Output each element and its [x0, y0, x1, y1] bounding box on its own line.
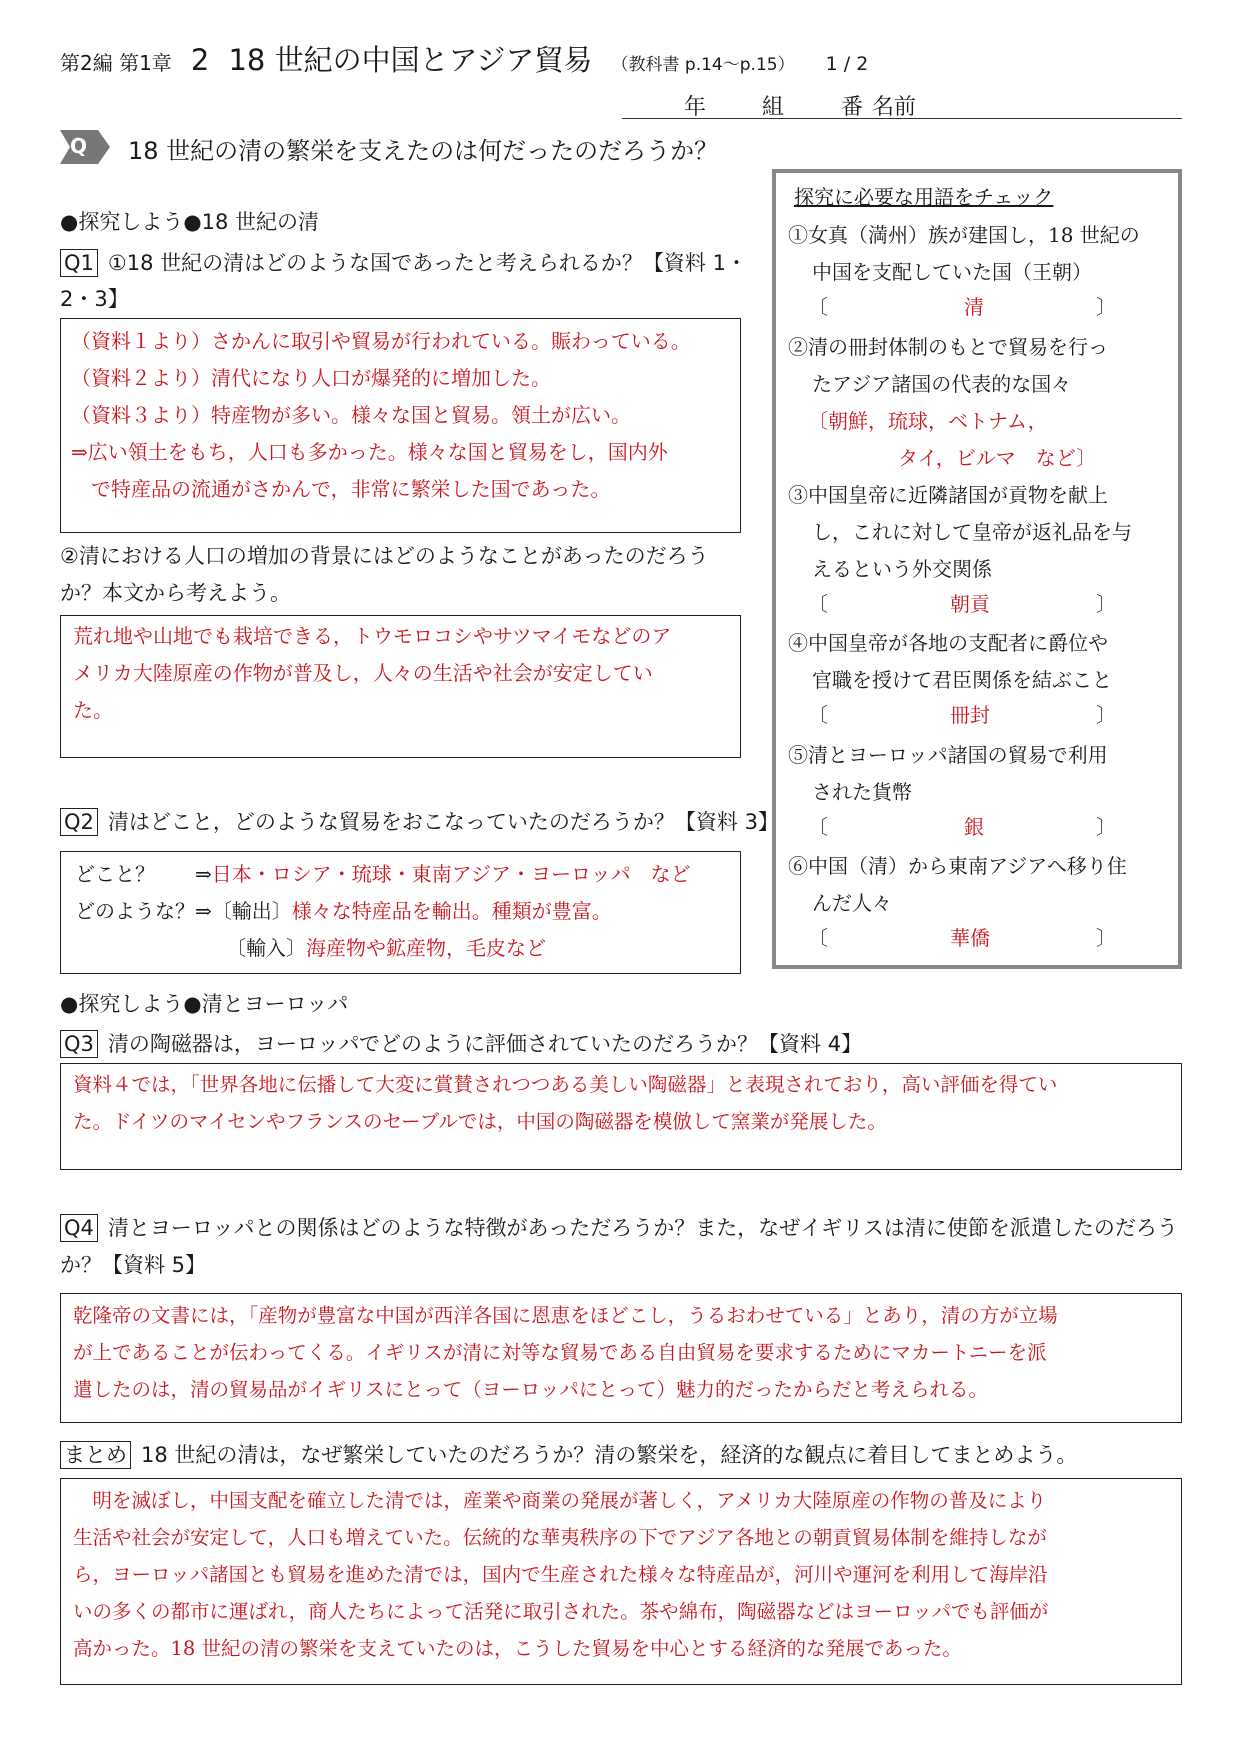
- q2-how-label: どのような？⇒〔輸出〕: [75, 899, 292, 923]
- section-2-heading: ●探究しよう●清とヨーロッパ: [60, 992, 349, 1016]
- q2-tag: Q2: [60, 808, 98, 836]
- q4-text-line-2: か？【資料 5】: [60, 1253, 207, 1277]
- term-answer-4: 冊封: [950, 703, 990, 727]
- term-1-line-2: 中国を支配していた国（王朝）: [812, 260, 1092, 284]
- term-answer-2: [808, 403, 1096, 477]
- term-1-line-1: ①女真（満州）族が建国し，18 世紀の: [788, 223, 1140, 247]
- textbook-pages: （教科書 p.14～p.15）: [611, 55, 795, 75]
- summary-answer-box: [60, 1478, 1182, 1685]
- q1b-prompt: [60, 538, 760, 612]
- terms-box: [772, 169, 1182, 969]
- q1-answer-line-3: （資料３より）特産物が多い。様々な国と貿易。領土が広い。: [71, 403, 631, 427]
- q2-text: 清はどこと，どのような貿易をおこなっていたのだろうか？【資料 3】: [107, 810, 779, 834]
- q4-answer-line-3: 遣したのは，清の貿易品がイギリスにとって（ヨーロッパにとって）魅力的だったからだと考えられる。: [73, 1378, 988, 1401]
- q1-tag: Q1: [60, 249, 98, 277]
- q1b-answer-text: [73, 618, 671, 729]
- q1-text-line-2: 2・3】: [60, 287, 129, 311]
- term-question-5: [788, 737, 1108, 811]
- q1-answer-box: [60, 318, 741, 533]
- q2-where-answer: 日本・ロシア・琉球・東南アジア・ヨーロッパ など: [211, 862, 691, 886]
- bracket-open-3: 〔: [808, 592, 828, 616]
- term-4-line-1: ④中国皇帝が各地の支配者に爵位や: [788, 631, 1108, 655]
- summary-answer-text: [73, 1482, 1048, 1667]
- number-label: 番: [841, 95, 864, 120]
- q2-prompt: [60, 804, 779, 840]
- q1b-text-line-1: ②清における人口の増加の背景にはどのようなことがあったのだろう: [60, 544, 709, 568]
- term-question-2: [788, 329, 1108, 403]
- term-3-line-2: し，これに対して皇帝が返礼品を与: [812, 520, 1132, 544]
- bracket-open-4: 〔: [808, 703, 828, 727]
- summary-answer-line-4: いの多くの都市に運ばれ，商人たちによって活発に取引された。茶や綿布，陶磁器などはヨーロッパでも評価が: [73, 1600, 1049, 1623]
- term-2-answer-line-2: タイ，ビルマ など〕: [898, 446, 1097, 470]
- page-number: 1 / 2: [825, 53, 869, 75]
- bracket-open-5: 〔: [808, 815, 828, 839]
- term-question-4: [788, 625, 1112, 699]
- q2-how-row: [75, 893, 612, 930]
- q4-answer-text: [73, 1297, 1058, 1408]
- bracket-close-3: 〕: [1096, 592, 1116, 616]
- q1b-answer-line-1: 荒れ地や山地でも栽培できる，トウモロコシやサツマイモなどのア: [73, 624, 672, 648]
- main-question-text: 18 世紀の清の繁栄を支えたのは何だったのだろうか？: [128, 137, 719, 165]
- term-answer-3: 朝貢: [950, 592, 990, 616]
- term-question-6: [788, 848, 1127, 922]
- term-answer-1: 清: [964, 295, 984, 319]
- q1b-answer-box: [60, 615, 741, 758]
- term-6-line-1: ⑥中国（清）から東南アジアへ移り住: [788, 854, 1127, 878]
- q2-answer-box: [60, 851, 741, 974]
- term-3-line-1: ③中国皇帝に近隣諸国が貢物を献上: [788, 483, 1108, 507]
- term-4-line-2: 官職を授けて君臣関係を結ぶこと: [812, 668, 1112, 692]
- q3-tag: Q3: [60, 1030, 98, 1058]
- name-label: 名前: [872, 95, 917, 120]
- bracket-close-6: 〕: [1096, 926, 1116, 950]
- term-answer-6: 華僑: [950, 926, 990, 950]
- q4-tag: Q4: [60, 1214, 98, 1242]
- q2-where-row: [75, 856, 691, 893]
- summary-text: 18 世紀の清は，なぜ繁栄していたのだろうか？清の繁栄を，経済的な観点に着目してまとめよう。: [141, 1443, 1078, 1467]
- q2-export-answer: 様々な特産品を輸出。種類が豊富。: [291, 899, 612, 923]
- lesson-number: 2: [190, 43, 210, 77]
- term-5-line-2: された貨幣: [812, 780, 912, 804]
- summary-answer-line-5: 高かった。18 世紀の清の繁栄を支えていたのは，こうした貿易を中心とする経済的な発展であった。: [73, 1637, 962, 1660]
- q1-prompt: [60, 245, 760, 317]
- term-6-line-2: んだ人々: [812, 891, 892, 915]
- unit-label: 第2編 第1章: [60, 51, 172, 75]
- bracket-close-4: 〕: [1096, 703, 1116, 727]
- q4-answer-line-1: 乾隆帝の文書には，「産物が豊富な中国が西洋各国に恩恵をほどこし，うるおわせている」とあり，清の方が立場: [73, 1304, 1058, 1327]
- main-question: [60, 130, 760, 166]
- q4-answer-line-2: が上であることが伝わってくる。イギリスが清に対等な貿易である自由貿易を要求するためにマカートニーを派: [73, 1341, 1047, 1364]
- summary-answer-line-3: ら，ヨーロッパ諸国とも貿易を進めた清では，国内で生産された様々な特産品が，河川や運河を利用して海岸沿: [73, 1563, 1048, 1586]
- summary-answer-line-2: 生活や社会が安定して，人口も増えていた。伝統的な華夷秩序の下でアジア各地との朝貢貿易体制を維持しなが: [73, 1526, 1047, 1549]
- q3-answer-box: [60, 1063, 1182, 1170]
- q3-prompt: [60, 1026, 862, 1062]
- q3-answer-line-1: 資料４では，「世界各地に伝播して大変に賞賛されつつある美しい陶磁器」と表現されており，高い評価を得てい: [73, 1073, 1058, 1096]
- term-answer-5: 銀: [964, 815, 984, 839]
- q4-text-line-1: 清とヨーロッパとの関係はどのような特徴があっただろうか？また，なぜイギリスは清に使節を派遣したのだろう: [107, 1216, 1178, 1240]
- q2-import-answer: 海産物や鉱産物，毛皮など: [306, 936, 546, 960]
- q1b-answer-line-2: メリカ大陸原産の作物が普及し，人々の生活や社会が安定してい: [73, 661, 653, 685]
- q1b-text-line-2: か？本文から考えよう。: [60, 581, 291, 605]
- class-label: 組: [762, 95, 785, 120]
- bracket-open-6: 〔: [808, 926, 828, 950]
- q1-text-line-1: ①18 世紀の清はどのような国であったと考えられるか？【資料 1・: [107, 251, 747, 275]
- terms-title: 探究に必要な用語をチェック: [794, 185, 1054, 209]
- q2-where-label: どこと？ ⇒: [75, 862, 212, 886]
- worksheet-header: [60, 38, 868, 78]
- bracket-open-1: 〔: [808, 295, 828, 319]
- q1-answer-text: [71, 323, 691, 508]
- term-2-line-1: ②清の冊封体制のもとで貿易を行っ: [788, 335, 1108, 359]
- q-badge-letter: Q: [70, 134, 88, 158]
- q3-answer-text: [73, 1066, 1057, 1140]
- section-1-heading: ●探究しよう●18 世紀の清: [60, 210, 320, 234]
- summary-tag: まとめ: [60, 1441, 131, 1469]
- term-2-answer-line-1: 〔朝鮮，琉球，ベトナム，: [808, 409, 1048, 433]
- summary-answer-line-1: 明を滅ぼし，中国支配を確立した清では，産業や商業の発展が著しく，アメリカ大陸原産の作物の普及により: [73, 1489, 1047, 1512]
- q2-import-label: 〔輸入〕: [226, 936, 306, 960]
- q1-answer-line-5: で特産品の流通がさかんで，非常に繁栄した国であった。: [71, 477, 611, 501]
- q2-import-row: [226, 930, 546, 967]
- summary-prompt: [60, 1437, 1077, 1473]
- term-5-line-1: ⑤清とヨーロッパ諸国の貿易で利用: [788, 743, 1108, 767]
- name-line: [622, 94, 1182, 119]
- term-question-3: [788, 477, 1132, 588]
- q4-answer-box: [60, 1293, 1182, 1423]
- term-question-1: [788, 217, 1140, 291]
- bracket-close-5: 〕: [1096, 815, 1116, 839]
- q3-text: 清の陶磁器は，ヨーロッパでどのように評価されていたのだろうか？【資料 4】: [107, 1032, 863, 1056]
- term-2-line-2: たアジア諸国の代表的な国々: [812, 372, 1072, 396]
- term-3-line-3: えるという外交関係: [812, 557, 992, 581]
- bracket-close-1: 〕: [1096, 295, 1116, 319]
- page-title: 18 世紀の中国とアジア貿易: [228, 43, 593, 77]
- q1-answer-line-4: ⇒広い領土をもち，人口も多かった。様々な国と貿易をし，国内外: [71, 440, 668, 464]
- q3-answer-line-2: た。ドイツのマイセンやフランスのセーブルでは，中国の陶磁器を模倣して窯業が発展した。: [73, 1110, 887, 1133]
- q4-prompt: [60, 1210, 1190, 1284]
- q1-answer-line-1: （資料１より）さかんに取引や貿易が行われている。賑わっている。: [71, 329, 691, 353]
- year-label: 年: [684, 95, 707, 120]
- q1b-answer-line-3: た。: [73, 698, 113, 722]
- q1-answer-line-2: （資料２より）清代になり人口が爆発的に増加した。: [71, 366, 551, 390]
